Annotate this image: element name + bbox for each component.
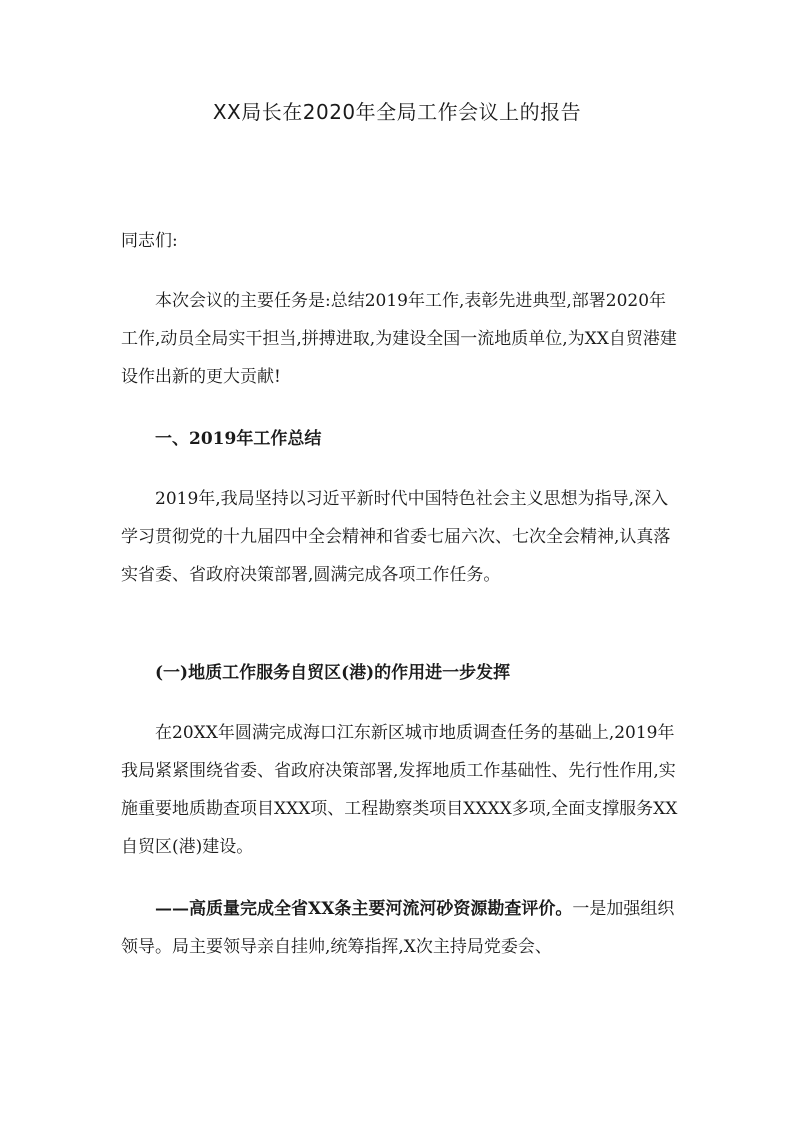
summary-paragraph: 2019年,我局坚持以习近平新时代中国特色社会主义思想为指导,深入学习贯彻党的十九届四中全会精神和省委七届六次、七次全会精神,认真落实省委、省政府决策部署,圆满完成各项工作任务。 bbox=[121, 489, 671, 585]
salutation: 同志们: bbox=[121, 231, 178, 251]
intro-paragraph: 本次会议的主要任务是:总结2019年工作,表彰先进典型,部署2020年工作,动员全局实干担当,拼搏进取,为建设全国一流地质单位,为XX自贸港建设作出新的更大贡献! bbox=[121, 291, 677, 387]
subsection-heading-1: (一)地质工作服务自贸区(港)的作用进一步发挥 bbox=[155, 663, 511, 683]
paragraph-2-rest: 一是加强组织领导。局主要领导亲自挂帅,统筹指挥,X次主持局党委会、 bbox=[121, 899, 675, 957]
document-body bbox=[121, 222, 683, 966]
page-title: XX局长在2020年全局工作会议上的报告 bbox=[212, 100, 582, 124]
paragraph-2-lead: ——高质量完成全省XX条主要河流河砂资源勘查评价。 bbox=[155, 899, 573, 919]
body-paragraph-2 bbox=[121, 890, 683, 966]
body-paragraph-1: 在20XX年圆满完成海口江东新区城市地质调查任务的基础上,2019年我局紧紧围绕省委、省政府决策部署,发挥地质工作基础性、先行性作用,实施重要地质勘查项目XXX项、工程勘察类项目XXXX多项,全面支撑服务XX自贸区(港)建设。 bbox=[121, 723, 678, 857]
section-heading-1: 一、2019年工作总结 bbox=[155, 429, 322, 449]
